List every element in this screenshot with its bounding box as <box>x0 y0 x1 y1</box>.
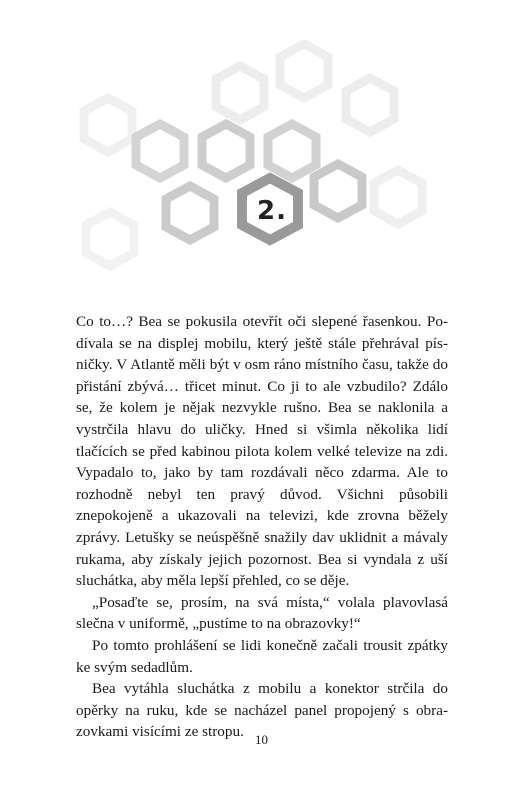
hexagon-faint-5 <box>374 170 422 224</box>
chapter-text <box>76 311 448 743</box>
hexagon-faint-2 <box>216 66 264 120</box>
hexagon-faint-1 <box>84 98 132 152</box>
chapter-number: 2. <box>257 196 287 226</box>
paragraph-4: Bea vytáhla sluchátka z mobilu a konektor strčila do opěrky na ruku, kde se nacházel panel propojený s obrazovkami visícími ze stropu. <box>76 680 448 741</box>
hexagon-mid-3 <box>268 124 316 178</box>
hexagon-ornament <box>0 0 523 290</box>
paragraph-3: Po tomto prohlášení se lidi konečně začali trousit zpátky ke svým sedadlům. <box>76 636 448 676</box>
paragraph-1: Co to…? Bea se pokusila otevřít oči slepené řasenkou. Podívala se na displej mobilu, který ještě stále přehrával písničky. V Atlantě měli být v osm ráno místního času, takže do přistání zbývá… třicet minut. Co ji to ale vzbudilo? Zdálo se, že kolem je nějak nezvykle rušno. Bea se naklonila a vystrčila hlavu do uličky. Hned si všimla několika lidí tlačících se před kabinou pilota kolem velké televize na zdi. Vypadalo to, jako by tam rozdávali něco zdarma. Ale to rozhodně nebyl ten pravý důvod. Všichni působili znepokojeně a ukazovali na televizi, kde zrovna běžely zprávy. Letušky se neúspěšně snažily dav uklidnit a mávaly rukama, aby získaly jejich pozornost. Bea si vyndala z uší sluchátka, aby měla lepší přehled, co se děje. <box>76 313 448 590</box>
hexagon-mid-4 <box>314 164 362 218</box>
hexagon-mid-5 <box>166 186 214 240</box>
hexagon-mid-2 <box>202 124 250 178</box>
hexagon-faint-6 <box>86 212 134 266</box>
hexagon-faint-4 <box>346 78 394 132</box>
hexagon-faint-3 <box>280 44 328 98</box>
page-number: 10 <box>255 732 268 747</box>
hexagon-mid-1 <box>136 124 184 178</box>
paragraph-2: „Posaďte se, prosím, na svá místa,“ volala plavovlasá slečna v uniformě, „pustíme to na obrazovky!“ <box>76 593 448 633</box>
